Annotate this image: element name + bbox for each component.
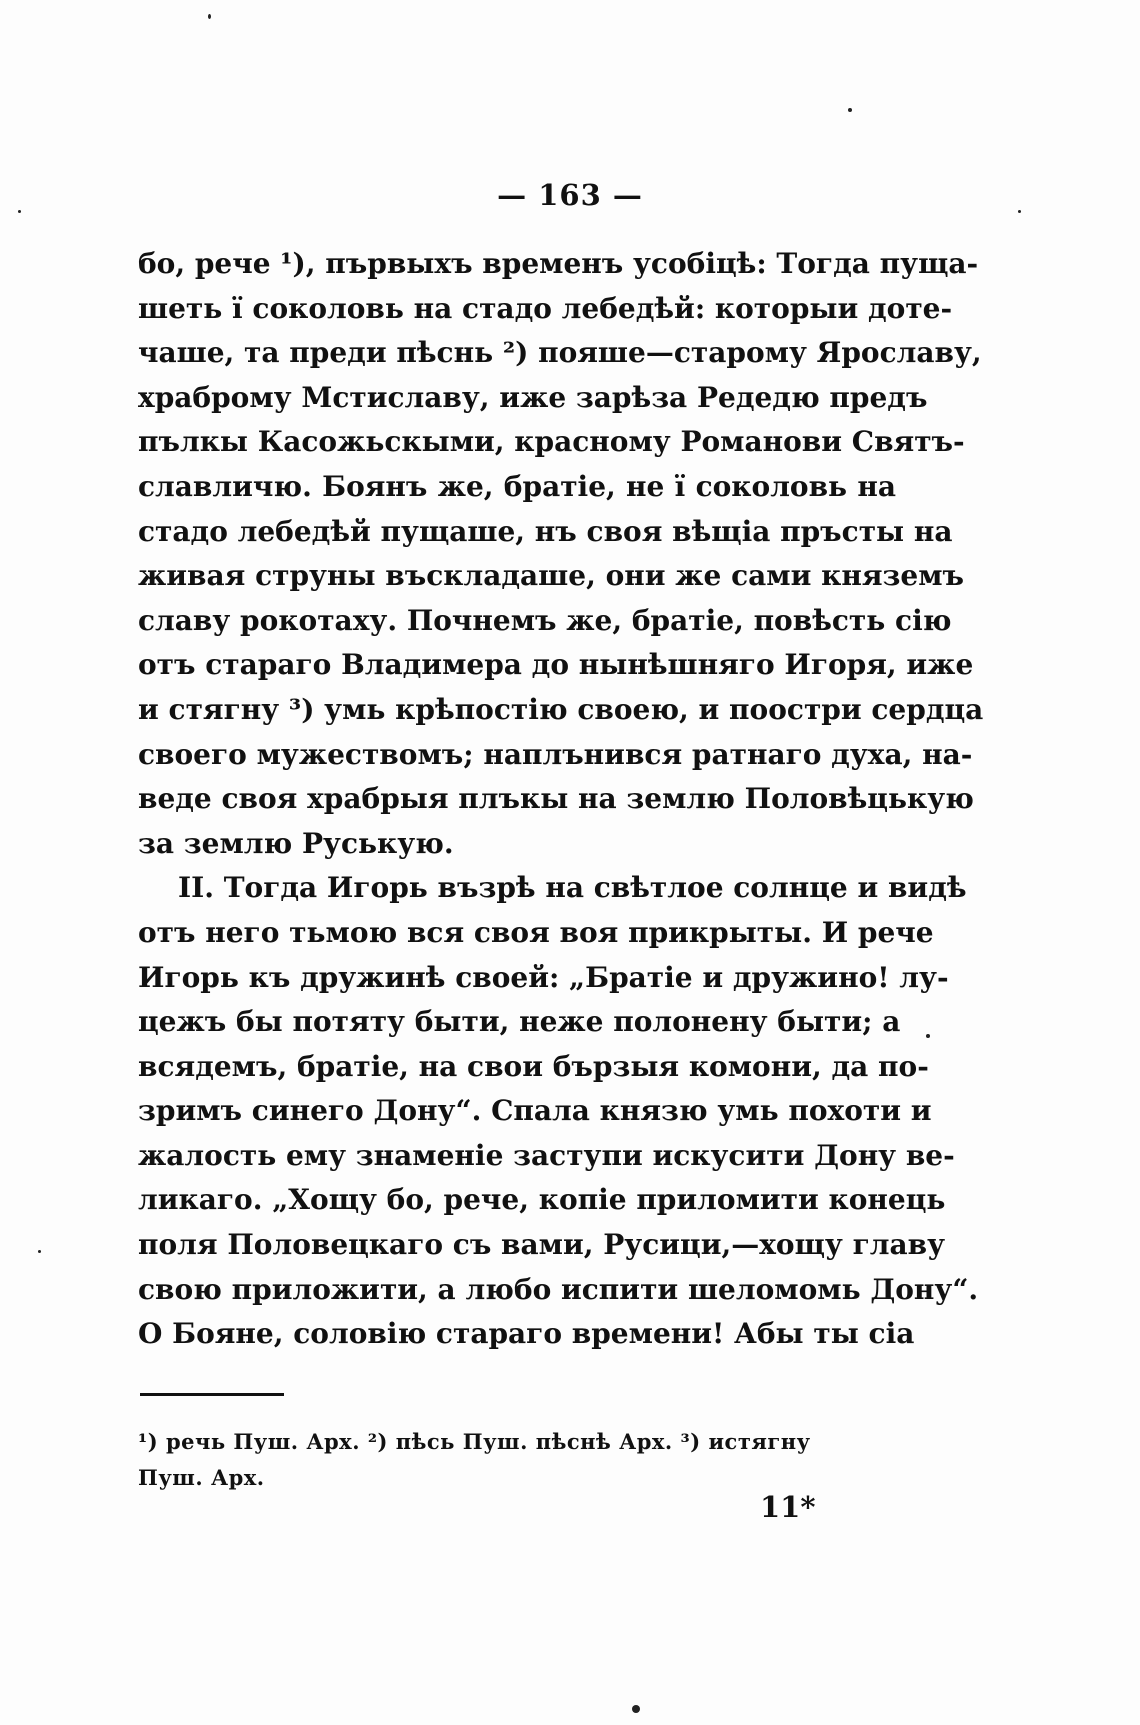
text-line: шеть ї соколовь на стадо лебедѣй: которыи доте- — [138, 291, 953, 325]
text-line: О Бояне, соловiю стараго времени! Абы ты сiа — [138, 1317, 915, 1351]
scan-speck — [1018, 210, 1021, 213]
text-line: зримъ синего Дону“. Спала князю умь похоти и — [138, 1094, 932, 1128]
text-line: бо, рече ¹), първыхъ временъ усобiцѣ: Тогда пуща- — [138, 247, 979, 280]
text-line: своего мужествомъ; наплънився ратнаго духа, на- — [138, 737, 973, 771]
scan-speck — [926, 1034, 930, 1038]
text-line: чаше, та преди пѣснь ²) пояше—старому Ярославу, — [138, 336, 982, 370]
scan-speck — [848, 108, 852, 112]
text-line: веде своя храбрыя плъкы на землю Половѣцькую — [138, 782, 974, 816]
text-line: славу рокотаху. Почнемъ же, братiе, повѣсть сiю — [138, 603, 952, 637]
text-line: всядемъ, братiе, на свои бързыя комони, да по- — [138, 1049, 929, 1083]
scan-speck — [38, 1250, 41, 1253]
text-line: Игорь къ дружинѣ своей: „Братiе и дружино! лу- — [138, 960, 949, 994]
text-line: поля Половецкаго съ вами, Русици,—хощу главу — [138, 1228, 945, 1262]
text-line: живая струны въскладаше, они же сами княземъ — [138, 559, 965, 593]
text-line: и стягну ³) умь крѣпостiю своею, и поостри сердца — [138, 692, 984, 726]
main-text — [138, 242, 984, 1357]
text-line: отъ стараго Владимера до нынѣшняго Игоря, иже — [138, 648, 974, 682]
text-line: храброму Мстиславу, иже зарѣза Редедю предъ — [138, 380, 928, 414]
text-line: свою приложити, а любо испити шеломомь Дону“. — [138, 1272, 979, 1306]
text-line: пълкы Касожьскыми, красному Романови Святъ- — [138, 425, 965, 459]
section-start-line: II. Тогда Игорь възрѣ на свѣтлое солнце и видѣ — [178, 871, 967, 905]
page-number: — 163 — — [497, 178, 643, 212]
scan-speck — [18, 210, 21, 213]
text-line: стадо лебедѣй пущаше, нъ своя вѣщiа пръсты на — [138, 514, 953, 548]
footnote-line: Пуш. Арх. — [138, 1465, 265, 1490]
signature-mark: 11* — [760, 1490, 816, 1524]
footnotes — [138, 1424, 896, 1496]
text-line: цежъ бы потяту быти, неже полонену быти; а — [138, 1005, 901, 1039]
footnote-separator — [140, 1393, 284, 1396]
text-line: славличю. Боянъ же, братiе, не ї соколовь на — [138, 469, 896, 503]
text-line: отъ него тьмою вся своя воя прикрыты. И рече — [138, 915, 934, 949]
text-line: жалость ему знаменiе заступи искусити Дону ве- — [138, 1138, 955, 1172]
scan-speck — [208, 14, 211, 19]
text-line: ликаго. „Хощу бо, рече, копiе приломити конець — [138, 1183, 946, 1217]
scan-speck — [632, 1705, 640, 1713]
text-line: за землю Руськую. — [138, 826, 454, 860]
footnote-line: ¹) речь Пуш. Арх. ²) пѣсь Пуш. пѣснѣ Арх. ³) истягну — [138, 1429, 811, 1454]
